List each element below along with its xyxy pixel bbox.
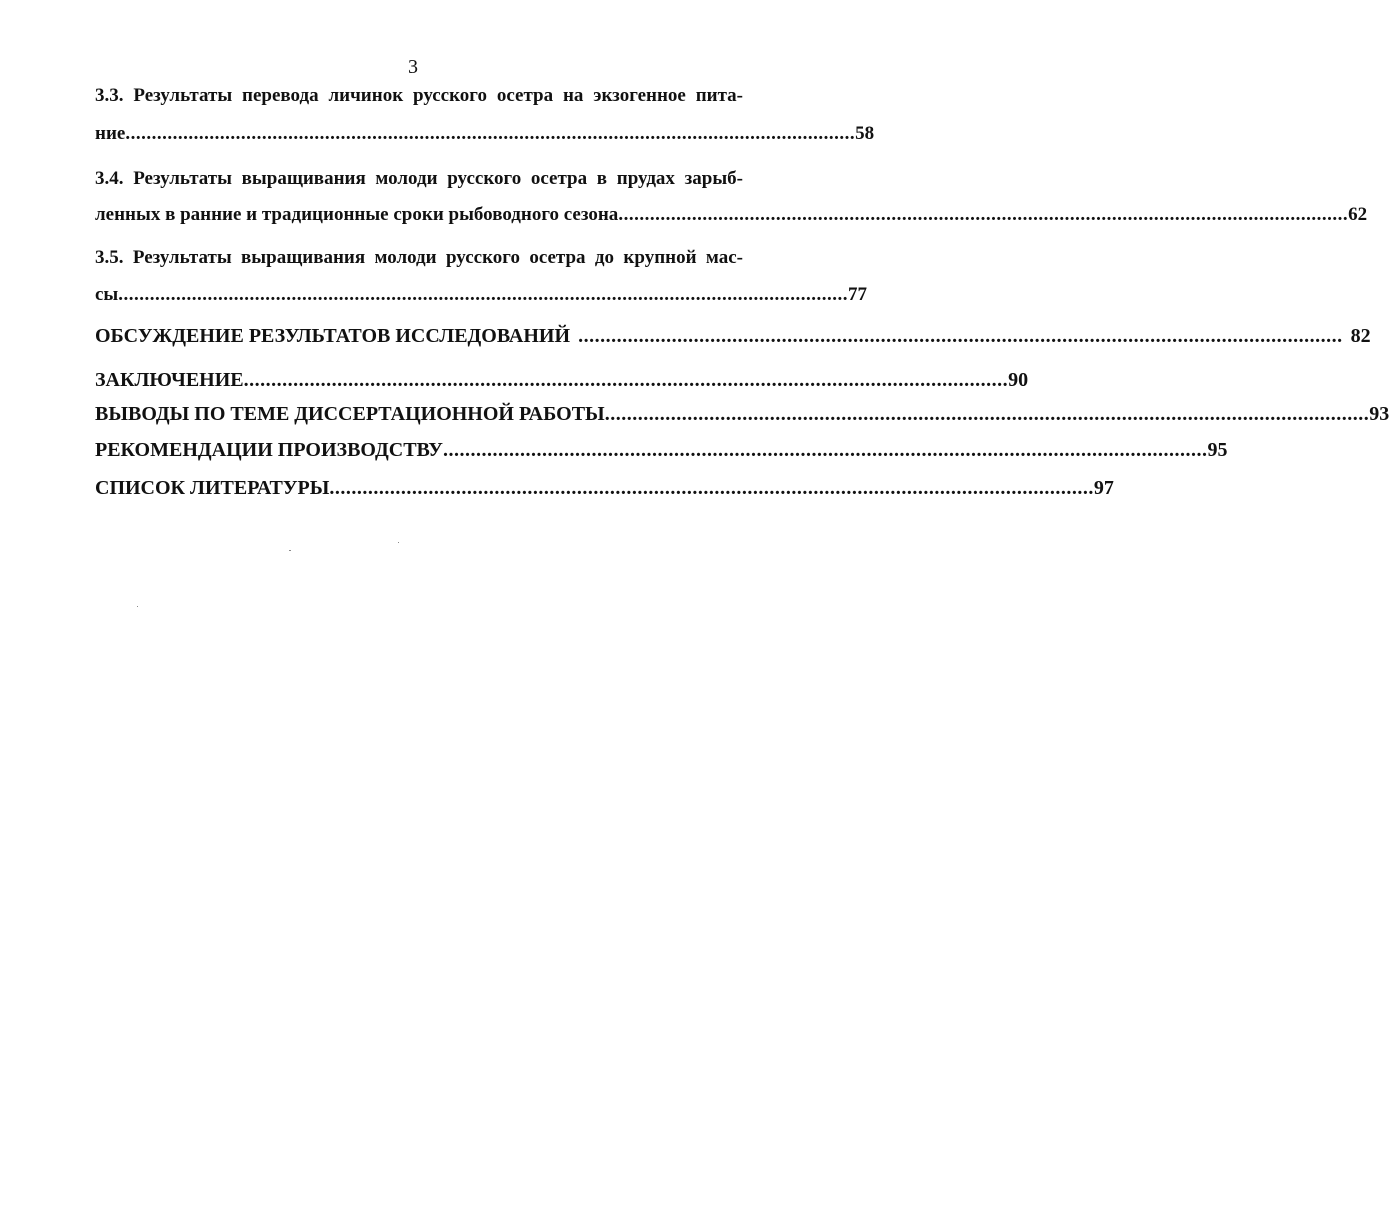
toc-entry-references-page: 97 [1093,477,1114,499]
dot-leader: ........................................................................................................................................... [243,369,1009,391]
toc-entry-3-4-line1: 3.4. Результаты выращивания молоди русского осетра в прудах зарыб- [95,168,743,189]
toc-entry-recommendations-title: РЕКОМЕНДАЦИИ ПРОИЗВОДСТВУ [95,439,443,461]
page-number: 3 [408,56,418,78]
toc-entry-3-4-page: 62 [1348,204,1368,225]
dot-leader: ........................................................................................................................................... [578,325,1343,347]
scan-speck [289,550,291,551]
toc-entry-findings [95,403,1389,426]
toc-entry-findings-page: 93 [1369,403,1389,425]
toc-entry-discussion-title: ОБСУЖДЕНИЕ РЕЗУЛЬТАТОВ ИССЛЕДОВАНИЙ [95,325,571,347]
toc-entry-references-title: СПИСОК ЛИТЕРАТУРЫ [95,477,330,499]
toc-entry-3-4-text: ленных в ранние и традиционные сроки рыбоводного сезона [95,204,619,225]
toc-entry-findings-title: ВЫВОДЫ ПО ТЕМЕ ДИССЕРТАЦИОННОЙ РАБОТЫ [95,403,605,425]
toc-entry-discussion [95,325,1371,348]
dot-leader: ........................................................................................................................................... [329,477,1094,499]
toc-entry-conclusion-page: 90 [1008,369,1029,391]
toc-entry-references [95,477,1114,500]
scan-speck [398,542,399,543]
toc-entry-discussion-page: 82 [1350,325,1371,347]
toc-entry-recommendations-page: 95 [1207,439,1228,461]
toc-entry-3-3-text: ние [95,123,126,144]
dot-leader: ........................................................................................................................................... [618,204,1349,225]
toc-entry-3-3-line2 [95,123,875,145]
dot-leader: ........................................................................................................................................... [125,123,856,144]
toc-entry-3-5-page: 77 [848,284,868,305]
dot-leader: ........................................................................................................................................... [604,403,1370,425]
toc-entry-conclusion-title: ЗАКЛЮЧЕНИЕ [95,369,244,391]
toc-entry-recommendations [95,439,1228,462]
toc-entry-3-3-page: 58 [855,123,875,144]
toc-entry-conclusion [95,369,1029,392]
toc-entry-3-4-line2 [95,204,1368,226]
dot-leader: ........................................................................................................................................... [442,439,1208,461]
dot-leader: ........................................................................................................................................... [118,284,849,305]
toc-entry-3-3-line1: 3.3. Результаты перевода личинок русского осетра на экзогенное пита- [95,85,743,106]
scan-speck [137,606,138,607]
toc-entry-3-5-text: сы [95,284,119,305]
toc-entry-3-5-line1: 3.5. Результаты выращивания молоди русского осетра до крупной мас- [95,247,743,268]
toc-entry-3-5-line2 [95,284,868,306]
